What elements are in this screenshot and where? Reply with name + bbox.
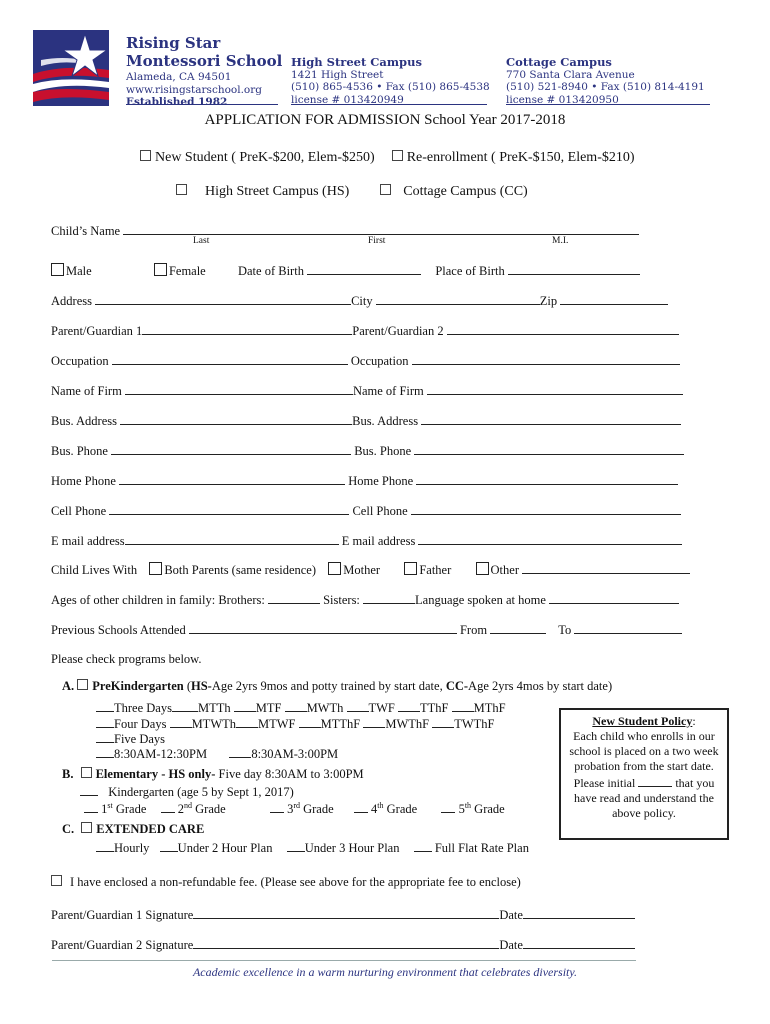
language-label: Language spoken at home: [415, 593, 546, 607]
sisters-field[interactable]: [363, 591, 415, 604]
policy-text: Each child who enrolls in our school is placed on a two week probation from the start date.: [569, 729, 719, 773]
brothers-label: Ages of other children in family: Brothers:: [51, 593, 265, 607]
female-checkbox[interactable]: [154, 263, 167, 276]
prev-schools-label: Previous Schools Attended: [51, 623, 186, 637]
mwthf-blank[interactable]: [363, 715, 385, 728]
half-day-blank[interactable]: [96, 745, 114, 758]
grade4-number: 4: [371, 802, 378, 816]
mwth-label: MWTh: [306, 701, 344, 715]
five-days-blank[interactable]: [96, 730, 114, 743]
grade1-blank[interactable]: [84, 800, 98, 813]
childs-name-label: Child’s Name: [51, 224, 121, 238]
under2-label: Under 2 Hour Plan: [177, 841, 273, 855]
under2-blank[interactable]: [160, 839, 178, 852]
fee-checkbox[interactable]: [51, 875, 62, 886]
cell-phone2-label: Cell Phone: [352, 504, 408, 518]
flat-rate-label: Full Flat Rate Plan: [434, 841, 529, 855]
bus-phone2-field[interactable]: [414, 442, 684, 455]
elementary-desc: Five day 8:30AM to 3:00PM: [218, 767, 364, 781]
times-row: [96, 745, 338, 762]
sig2-field[interactable]: [193, 936, 499, 949]
campus-hs-phone: (510) 865-4536 • Fax (510) 865-4538: [291, 81, 490, 93]
grade1-number: 1: [101, 802, 108, 816]
mtf-label: MTF: [255, 701, 282, 715]
ages-row: [51, 591, 679, 608]
grade2-suffix: nd: [184, 800, 193, 810]
mi-caption: M.I.: [552, 236, 569, 246]
grade2-number: 2: [177, 802, 185, 816]
address-label: Address: [51, 294, 92, 308]
footer-tagline: Academic excellence in a warm nurturing environment that celebrates diversity.: [192, 965, 578, 979]
grade5-number: 5: [458, 802, 465, 816]
header-rule-3: [506, 104, 710, 105]
mother-checkbox[interactable]: [328, 562, 341, 575]
mtth-blank[interactable]: [172, 699, 198, 712]
occupation2-field[interactable]: [412, 352, 680, 365]
twf-blank[interactable]: [347, 699, 369, 712]
grades-row: [84, 800, 505, 817]
grade3-blank[interactable]: [270, 800, 284, 813]
mtwth-label: MTWTh: [191, 717, 236, 731]
other-checkbox[interactable]: [476, 562, 489, 575]
tthf-label: TThF: [420, 701, 449, 715]
tthf-blank[interactable]: [398, 699, 420, 712]
campus-cc-address: 770 Santa Clara Avenue: [506, 68, 635, 81]
campus-hs-info: [291, 56, 490, 106]
from-field[interactable]: [490, 621, 546, 634]
grade3-number: 3: [287, 802, 294, 816]
other-label: Other: [490, 563, 519, 577]
new-student-checkbox[interactable]: [140, 150, 151, 161]
footer-rule: [52, 960, 636, 961]
prek-hs-tag: HS-: [191, 679, 212, 693]
under3-label: Under 3 Hour Plan: [304, 841, 400, 855]
prek-letter: A.: [62, 679, 75, 693]
fee-row: [51, 875, 521, 890]
mtthf-blank[interactable]: [299, 715, 321, 728]
policy-initial: [567, 774, 721, 821]
bus-address1-label: Bus. Address: [51, 414, 117, 428]
to-field[interactable]: [574, 621, 682, 634]
policy-title: New Student Policy: [592, 714, 693, 728]
header-rule-2: [291, 104, 487, 105]
cell-phone-row: [51, 502, 681, 519]
prek-title: PreKindergarten: [92, 679, 184, 693]
firm1-label: Name of Firm: [51, 384, 122, 398]
prev-schools-field[interactable]: [189, 621, 457, 634]
prek-header: [62, 679, 612, 694]
prek-hs-desc: Age 2yrs 9mos and potty trained by start date,: [211, 679, 443, 693]
elementary-title: Elementary - HS only-: [95, 767, 216, 781]
new-student-policy-box: [559, 708, 729, 840]
mtwf-label: MTWF: [258, 717, 296, 731]
kinder-blank[interactable]: [80, 783, 98, 796]
pob-field[interactable]: [508, 262, 640, 275]
bus-address2-label: Bus. Address: [352, 414, 419, 428]
policy-initial-text-a: Please initial: [573, 776, 636, 790]
half-day-label: 8:30AM-12:30PM: [114, 747, 208, 761]
zip-field[interactable]: [560, 292, 668, 305]
female-label: Female: [168, 264, 206, 278]
campus-cc-checkbox[interactable]: [380, 184, 391, 195]
prek-paren: (: [186, 679, 191, 693]
school-city: Alameda, CA 94501: [126, 71, 232, 83]
home-phone2-label: Home Phone: [348, 474, 414, 488]
kinder-label: Kindergarten (age 5 by Sept 1, 2017): [108, 785, 294, 799]
programs-intro: Please check programs below.: [51, 652, 202, 666]
policy-initial-text-b: that you have read and understand the above policy.: [574, 776, 715, 820]
bus-phone2-label: Bus. Phone: [354, 444, 412, 458]
campus-cc-label: Cottage Campus (CC): [403, 184, 528, 199]
extended-care-title: EXTENDED CARE: [96, 822, 205, 836]
flat-rate-blank[interactable]: [414, 839, 432, 852]
dob-label: Date of Birth: [237, 264, 304, 278]
parent2-label: Parent/Guardian 2: [352, 324, 444, 338]
mtth-label: MTTh: [197, 701, 231, 715]
campus-cc-name: Cottage Campus: [506, 55, 612, 69]
school-name-line2: Montessori School: [126, 52, 283, 70]
male-checkbox[interactable]: [51, 263, 64, 276]
gender-dob-row: [51, 262, 640, 279]
firm2-label: Name of Firm: [352, 384, 424, 398]
four-days-blank[interactable]: [96, 715, 114, 728]
school-name-line1: Rising Star: [126, 34, 221, 52]
mthf-blank[interactable]: [452, 699, 474, 712]
campus-hs-license: license # 013420949: [291, 93, 404, 106]
prek-cc-tag: CC-: [445, 679, 469, 693]
mother-label: Mother: [343, 563, 381, 577]
sig2-date-field[interactable]: [523, 936, 635, 949]
three-days-label: Three Days: [114, 701, 172, 715]
both-parents-label: Both Parents (same residence): [164, 563, 317, 577]
parent2-field[interactable]: [447, 322, 679, 335]
occupation2-label: Occupation: [350, 354, 409, 368]
twthf-label: TWThF: [454, 717, 495, 731]
school-info: [126, 71, 262, 109]
hourly-blank[interactable]: [96, 839, 114, 852]
school-logo: [33, 30, 109, 106]
kinder-row: [80, 783, 294, 800]
home-phone1-label: Home Phone: [51, 474, 116, 488]
mwthf-label: MWThF: [385, 717, 430, 731]
grade1-word: Grade: [115, 802, 147, 816]
zip-label: Zip: [539, 294, 558, 308]
school-name: [126, 34, 282, 70]
childs-name-row: [51, 222, 639, 239]
grade5-suffix: th: [464, 800, 472, 810]
prek-cc-desc: Age 2yrs 4mos by start date): [468, 679, 613, 693]
address-row: [51, 292, 668, 309]
last-name-caption: Last: [193, 236, 210, 246]
both-parents-checkbox[interactable]: [149, 562, 162, 575]
pob-label: Place of Birth: [435, 264, 505, 278]
sig1-field[interactable]: [193, 906, 499, 919]
campus-hs-name: High Street Campus: [291, 55, 422, 69]
mtwth-blank[interactable]: [170, 715, 192, 728]
sig1-date-label: Date: [499, 908, 523, 922]
campus-cc-info: [506, 56, 705, 106]
cell-phone1-label: Cell Phone: [51, 504, 107, 518]
bus-address-row: [51, 412, 681, 429]
sig1-row: [51, 906, 635, 923]
cell-phone2-field[interactable]: [411, 502, 681, 515]
bus-address2-field[interactable]: [421, 412, 681, 425]
full-day-blank[interactable]: [229, 745, 251, 758]
male-label: Male: [66, 264, 92, 278]
sisters-label: Sisters:: [323, 593, 360, 607]
firm1-field[interactable]: [125, 382, 353, 395]
from-label: From: [459, 623, 488, 637]
parent1-field[interactable]: [142, 322, 352, 335]
campus-hs-address: 1421 High Street: [291, 68, 384, 81]
prev-schools-row: [51, 621, 682, 638]
bus-phone1-label: Bus. Phone: [51, 444, 108, 458]
five-days-label: Five Days: [114, 732, 166, 746]
sig1-date-field[interactable]: [523, 906, 635, 919]
sig2-row: [51, 936, 635, 953]
policy-initial-field[interactable]: [638, 774, 672, 787]
brothers-field[interactable]: [268, 591, 320, 604]
twf-label: TWF: [368, 701, 395, 715]
under3-blank[interactable]: [287, 839, 305, 852]
parent-row: [51, 322, 679, 339]
home-phone1-field[interactable]: [119, 472, 345, 485]
campus-choice-row: [176, 184, 528, 200]
home-phone-row: [51, 472, 678, 489]
email2-field[interactable]: [418, 532, 682, 545]
parent1-label: Parent/Guardian 1: [51, 324, 143, 338]
form-title: APPLICATION FOR ADMISSION School Year 2017-2018: [204, 112, 566, 128]
dob-field[interactable]: [307, 262, 421, 275]
mtf-blank[interactable]: [234, 699, 256, 712]
fee-label: I have enclosed a non-refundable fee. (Please see above for the appropriate fee to enclose): [70, 875, 521, 889]
grade3-suffix: rd: [293, 800, 300, 810]
mtwf-blank[interactable]: [236, 715, 258, 728]
elementary-letter: B.: [62, 767, 74, 781]
mthf-label: MThF: [473, 701, 506, 715]
grade1-suffix: st: [107, 800, 113, 810]
reenrollment-checkbox[interactable]: [392, 150, 403, 161]
to-label: To: [558, 623, 572, 637]
firm-row: [51, 382, 683, 399]
bus-phone-row: [51, 442, 684, 459]
grade3-word: Grade: [303, 802, 334, 816]
reenrollment-label: Re-enrollment ( PreK-$150, Elem-$210): [406, 150, 635, 165]
occupation-row: [51, 352, 680, 369]
new-student-label: New Student ( PreK-$200, Elem-$250): [155, 150, 375, 165]
twthf-blank[interactable]: [432, 715, 454, 728]
grade4-word: Grade: [386, 802, 418, 816]
sig2-date-label: Date: [499, 938, 523, 952]
elementary-checkbox[interactable]: [81, 767, 92, 778]
address-field[interactable]: [95, 292, 351, 305]
email1-label: E mail address: [51, 534, 125, 548]
enrollment-type-row: [140, 150, 635, 166]
campus-hs-label: High Street Campus (HS): [205, 184, 350, 199]
home-phone2-field[interactable]: [416, 472, 678, 485]
city-label: City: [351, 294, 373, 308]
campus-cc-phone: (510) 521-8940 • Fax (510) 814-4191: [506, 81, 705, 93]
father-label: Father: [419, 563, 452, 577]
grade4-suffix: th: [377, 800, 384, 810]
grade2-blank[interactable]: [161, 800, 175, 813]
occupation1-label: Occupation: [51, 354, 109, 368]
policy-colon: :: [692, 714, 696, 728]
grade5-blank[interactable]: [441, 800, 455, 813]
grade5-word: Grade: [474, 802, 505, 816]
header-rule-1: [126, 104, 278, 105]
three-days-row: [96, 699, 506, 716]
hourly-label: Hourly: [114, 841, 150, 855]
father-checkbox[interactable]: [404, 562, 417, 575]
occupation1-field[interactable]: [112, 352, 348, 365]
bus-phone1-field[interactable]: [111, 442, 351, 455]
lives-with-row: [51, 561, 690, 578]
four-days-label: Four Days: [114, 717, 167, 731]
full-day-label: 8:30AM-3:00PM: [251, 747, 339, 761]
lives-with-label: Child Lives With: [51, 563, 138, 577]
email2-label: E mail address: [341, 534, 416, 548]
email-row: [51, 532, 682, 549]
bus-address1-field[interactable]: [120, 412, 352, 425]
three-days-blank[interactable]: [96, 699, 114, 712]
cell-phone1-field[interactable]: [109, 502, 349, 515]
elementary-header: [62, 767, 364, 782]
extended-care-letter: C.: [62, 822, 75, 836]
language-field[interactable]: [549, 591, 679, 604]
extended-care-checkbox[interactable]: [81, 822, 92, 833]
prek-checkbox[interactable]: [77, 679, 88, 690]
campus-cc-license: license # 013420950: [506, 93, 619, 106]
school-established: Established 1982: [126, 96, 228, 108]
care-options-row: [96, 839, 529, 856]
email1-field[interactable]: [125, 532, 339, 545]
grade4-blank[interactable]: [354, 800, 368, 813]
sig1-label: Parent/Guardian 1 Signature: [51, 908, 194, 922]
firm2-field[interactable]: [427, 382, 683, 395]
mtthf-label: MTThF: [320, 717, 361, 731]
sig2-label: Parent/Guardian 2 Signature: [51, 938, 194, 952]
mwth-blank[interactable]: [285, 699, 307, 712]
extended-care-header: [62, 822, 204, 837]
childs-name-field[interactable]: [123, 222, 639, 235]
city-field[interactable]: [376, 292, 540, 305]
campus-hs-checkbox[interactable]: [176, 184, 187, 195]
first-name-caption: First: [368, 236, 386, 246]
school-website[interactable]: www.risingstarschool.org: [126, 83, 262, 96]
grade2-word: Grade: [195, 802, 226, 816]
other-field[interactable]: [522, 561, 690, 574]
